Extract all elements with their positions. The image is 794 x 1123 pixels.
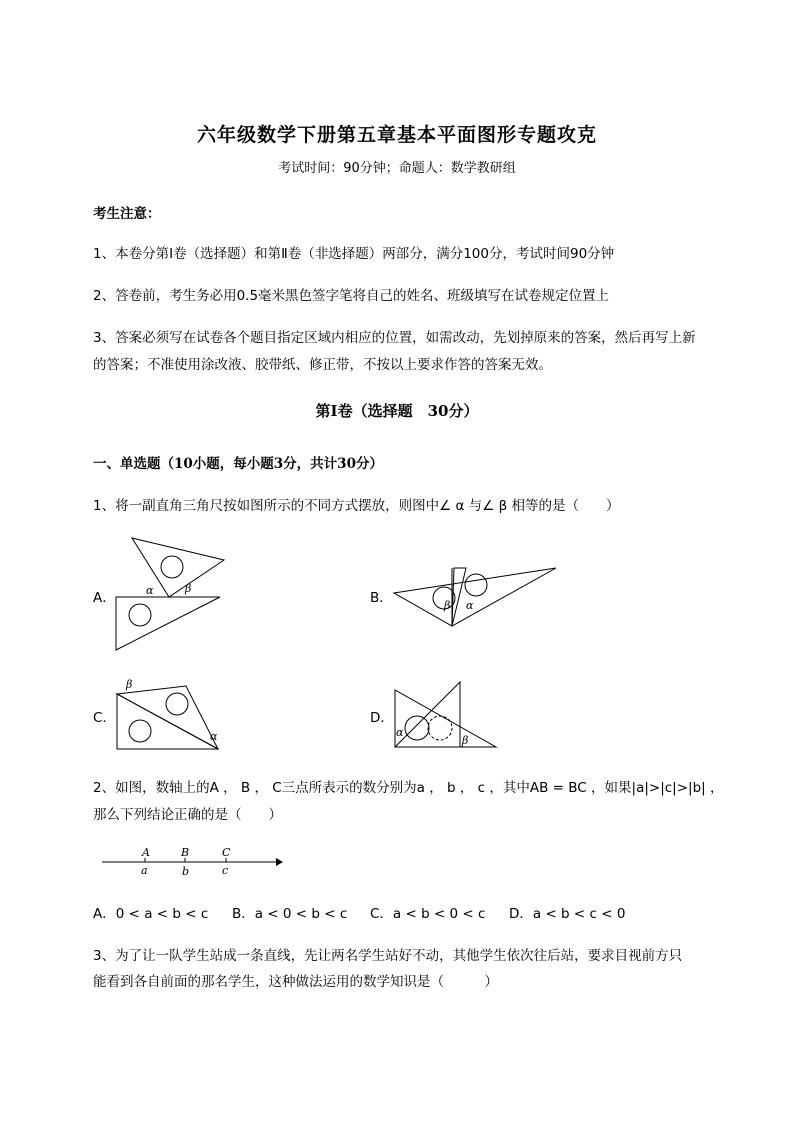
q1-b-alpha-label: α — [466, 599, 474, 612]
question-2-stem: 2、如图，数轴上的A ， B ， C三点所表示的数分别为a ， b ， c ，其中AB = BC ，如果|a|>|c|>|b| ， — [93, 780, 724, 796]
q1-c-alpha-label: α — [210, 730, 218, 743]
value-a-label: a — [141, 864, 148, 877]
notice-item-2: 2、答卷前，考生务必用0.5毫米黑色签字笔将自己的姓名、班级填写在试卷规定位置上 — [93, 288, 610, 304]
q1-b-beta-label: β — [444, 599, 451, 612]
question-3-stem: 3、为了让一队学生站成一条直线，先让两名学生站好不动，其他学生依次往后站，要求目视前方只 — [93, 948, 683, 964]
q1-option-d-label[interactable]: D． — [370, 710, 394, 726]
point-b-label: B — [181, 846, 190, 859]
exam-info: 考试时间：90分钟；命题人：数学教研组 — [278, 161, 516, 176]
q1-c-beta-label: β — [126, 678, 133, 691]
point-a-label: A — [142, 846, 150, 859]
q2-option-c[interactable]: C．a < b < 0 < c — [370, 906, 486, 922]
arrow-right-icon — [276, 858, 283, 866]
notice-item-3: 3、答案必须写在试卷各个题目指定区域内相应的位置，如需改动，先划掉原来的答案，然后再写上新 — [93, 330, 696, 346]
q2-option-a[interactable]: A．0 < a < b < c — [93, 906, 209, 922]
notice-item-3-cont: 的答案；不准使用涂改液、胶带纸、修正带，不按以上要求作答的答案无效。 — [93, 357, 552, 373]
value-b-label: b — [182, 865, 190, 878]
q2-option-d[interactable]: D．a < b < c < 0 — [509, 906, 626, 922]
q1-figure-b — [390, 560, 560, 630]
question-2-stem-cont: 那么下列结论正确的是（ ） — [93, 807, 282, 823]
number-line — [100, 842, 285, 882]
q1-a-beta-label: β — [185, 582, 192, 595]
q1-d-alpha-label: α — [396, 726, 404, 739]
q1-option-b-label[interactable]: B． — [370, 590, 393, 606]
q1-d-beta-label: β — [462, 734, 469, 747]
notice-item-1: 1、本卷分第Ⅰ卷（选择题）和第Ⅱ卷（非选择题）两部分，满分100分，考试时间90分钟 — [93, 246, 615, 262]
q1-a-alpha-label: α — [146, 584, 154, 597]
notice-heading: 考生注意： — [93, 206, 161, 222]
q2-option-b[interactable]: B．a < 0 < b < c — [232, 906, 348, 922]
part-title: 一、单选题（10小题，每小题3分，共计30分） — [93, 456, 383, 472]
value-c-label: c — [222, 864, 229, 877]
q1-figure-a — [112, 535, 227, 655]
point-c-label: C — [222, 846, 231, 859]
section-title: 第Ⅰ卷（选择题 30分） — [315, 402, 479, 420]
q1-option-c-label[interactable]: C． — [93, 710, 116, 726]
question-1-stem: 1、将一副直角三角尺按如图所示的不同方式摆放，则图中∠ α 与∠ β 相等的是（ ） — [93, 498, 620, 514]
q1-figure-c — [112, 674, 227, 754]
page-title: 六年级数学下册第五章基本平面图形专题攻克 — [196, 124, 597, 146]
q1-option-a-label[interactable]: A． — [93, 590, 116, 606]
question-3-stem-cont: 能看到各自前面的那名学生，这种做法运用的数学知识是（ ） — [93, 974, 498, 990]
q1-figure-d — [390, 680, 500, 750]
